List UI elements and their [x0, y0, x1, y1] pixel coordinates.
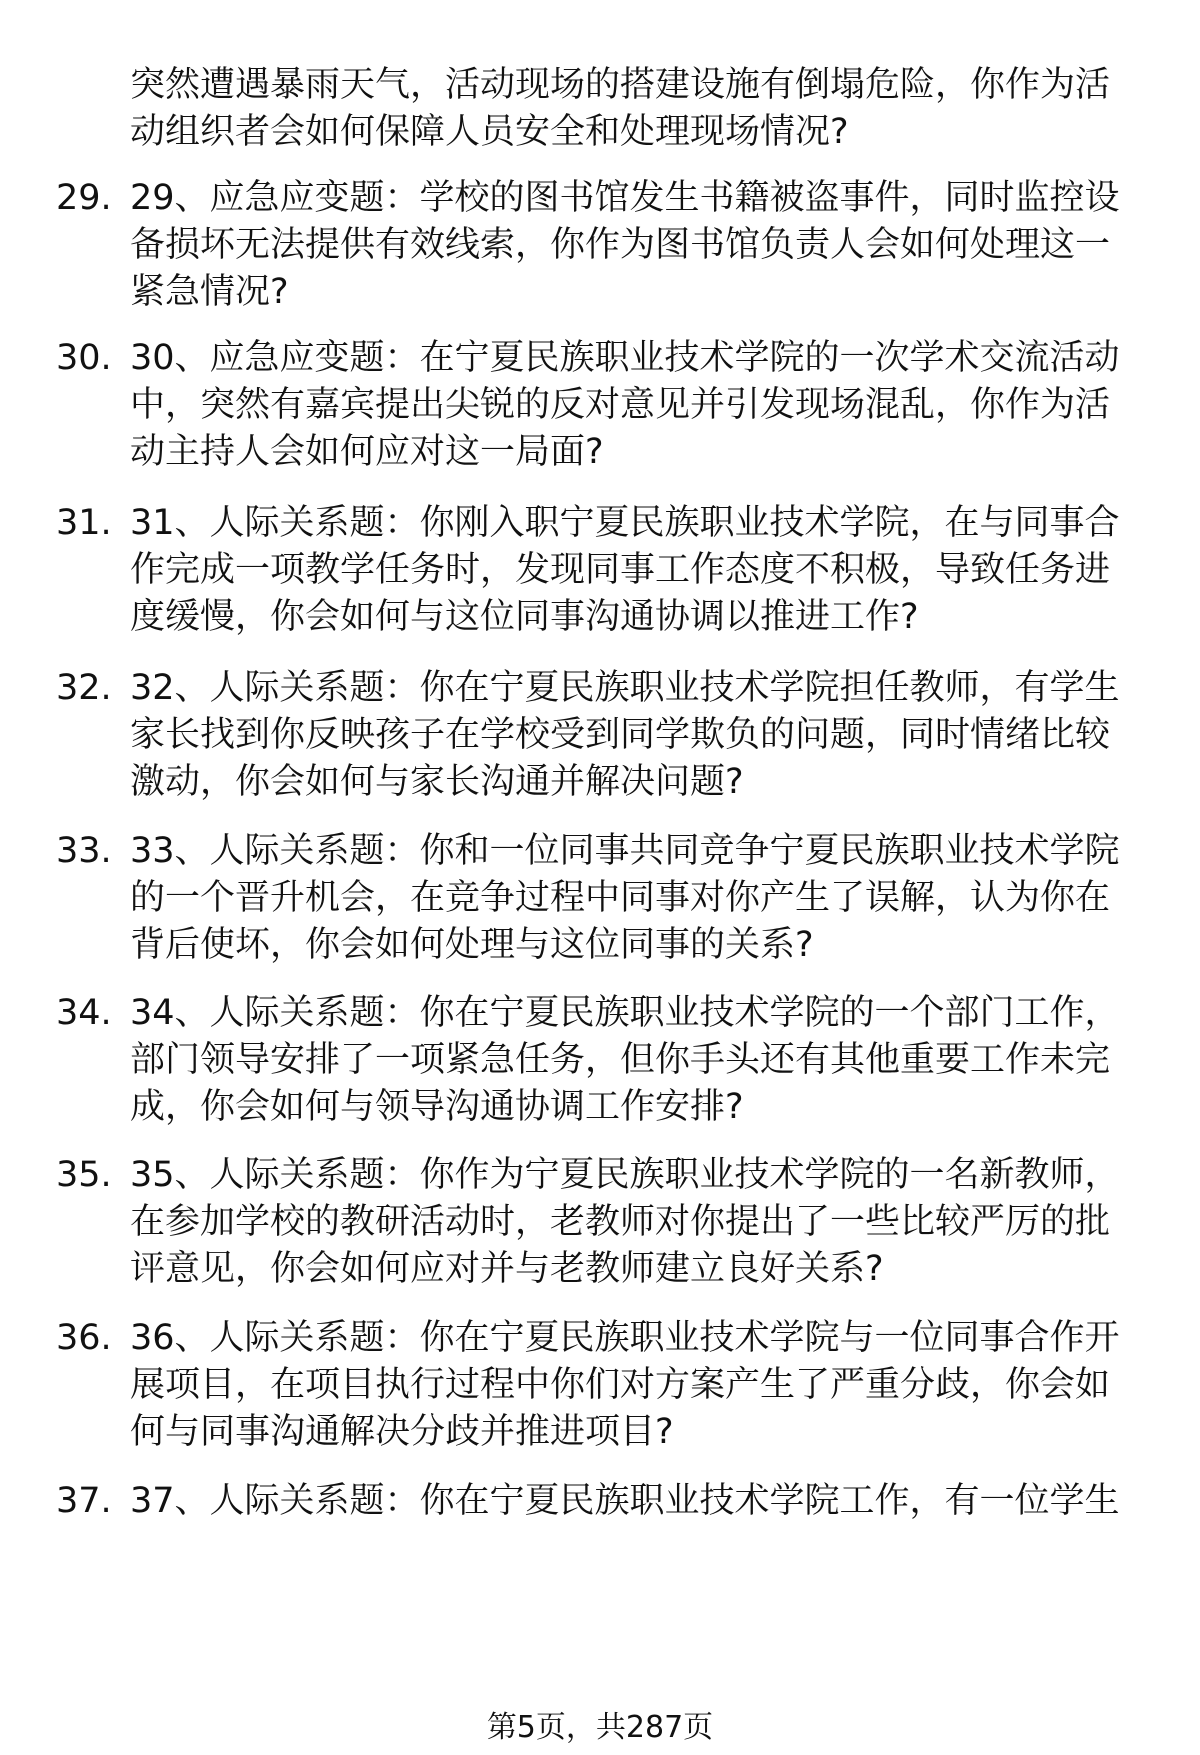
question-text: 30、应急应变题：在宁夏民族职业技术学院的一次学术交流活动中，突然有嘉宾提出尖锐的反对意见并引发现场混乱，你作为活动主持人会如何应对这一局面? [130, 338, 1120, 472]
continued-question-text: 突然遭遇暴雨天气，活动现场的搭建设施有倒塌危险，你作为活动组织者会如何保障人员安全和处理现场情况? [130, 65, 1111, 152]
question-number: 35. [56, 1155, 112, 1195]
question-number: 37. [56, 1481, 112, 1521]
question-text: 33、人际关系题：你和一位同事共同竞争宁夏民族职业技术学院的一个晋升机会，在竞争过程中同事对你产生了误解，认为你在背后使坏，你会如何处理与这位同事的关系? [130, 831, 1120, 965]
question-text: 35、人际关系题：你作为宁夏民族职业技术学院的一名新教师，在参加学校的教研活动时，老教师对你提出了一些比较严厉的批评意见，你会如何应对并与老教师建立良好关系? [130, 1155, 1120, 1289]
question-text: 29、应急应变题：学校的图书馆发生书籍被盗事件，同时监控设备损坏无法提供有效线索，你作为图书馆负责人会如何处理这一紧急情况? [130, 178, 1120, 312]
question-text: 36、人际关系题：你在宁夏民族职业技术学院与一位同事合作开展项目，在项目执行过程中你们对方案产生了严重分歧，你会如何与同事沟通解决分歧并推进项目? [130, 1318, 1120, 1452]
question-text: 32、人际关系题：你在宁夏民族职业技术学院担任教师，有学生家长找到你反映孩子在学校受到同学欺负的问题，同时情绪比较激动，你会如何与家长沟通并解决问题? [130, 668, 1120, 802]
question-number: 36. [56, 1318, 112, 1358]
question-number: 30. [56, 338, 112, 378]
question-text: 37、人际关系题：你在宁夏民族职业技术学院工作，有一位学生 [130, 1481, 1120, 1521]
question-text: 31、人际关系题：你刚入职宁夏民族职业技术学院，在与同事合作完成一项教学任务时，发现同事工作态度不积极，导致任务进度缓慢，你会如何与这位同事沟通协调以推进工作? [130, 503, 1120, 637]
question-number: 34. [56, 993, 112, 1033]
page-footer: 第5页，共287页 [486, 1710, 714, 1745]
question-number: 31. [56, 503, 112, 543]
question-number: 32. [56, 668, 112, 708]
question-number: 29. [56, 178, 112, 218]
question-text: 34、人际关系题：你在宁夏民族职业技术学院的一个部门工作，部门领导安排了一项紧急任务，但你手头还有其他重要工作未完成，你会如何与领导沟通协调工作安排? [130, 993, 1120, 1127]
question-number: 33. [56, 831, 112, 871]
